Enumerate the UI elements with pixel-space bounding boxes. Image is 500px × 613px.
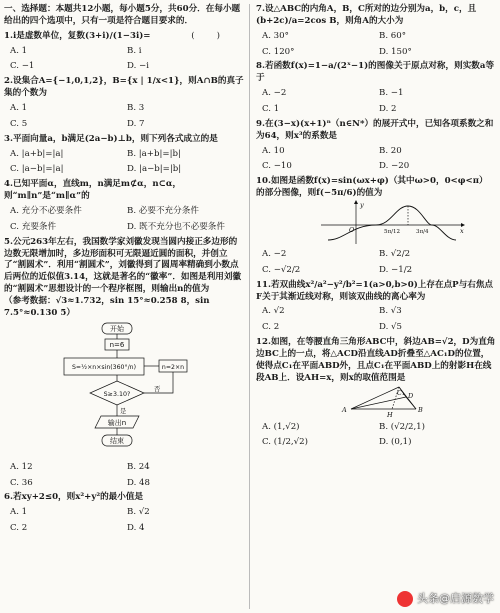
options [4,103,244,131]
question-7 [256,4,496,58]
section-title: 一、选择题：本题共12小题，每小题5分，共60分．在每小题给出的四个选项中，只有一项是符合题目要求的． [4,4,241,26]
right-column [256,4,496,449]
watermark-text: 头条@启源数学 [417,592,494,606]
question-4 [4,179,244,233]
option-d[interactable]: D. 2 [379,104,397,115]
options [4,46,244,74]
question-3 [4,134,244,177]
fold-figure [256,385,492,419]
question-5 [4,237,244,490]
option-c[interactable]: C. −1 [10,61,35,72]
option-b[interactable]: B. √3 [379,306,402,317]
question-11 [256,280,496,334]
option-d[interactable]: D. (0,1) [379,437,412,448]
option-c[interactable]: C. 5 [10,118,28,129]
option-b[interactable]: B. |a+b|=|b| [127,148,181,159]
flow-init-label: n=6 [109,340,125,349]
question-text: 6.若xy+2≤0，则x²+y²的最小值是 [4,492,144,503]
y-axis-label: y [360,201,364,210]
option-c[interactable]: C. 36 [10,477,33,488]
option-a[interactable]: A. 12 [10,461,33,472]
options [256,249,496,277]
question-text: 5.公元263年左右，我国数学家刘徽发现当圆内接正多边形的边数无限增加时，多边形面积可无限逼近圆的面积，并创立了“割圆术”．利用“割圆术”，刘徽得到了圆周率精确到小数点后两位的近似值3.14，这就是著名的“徽率”．如图是利用刘徽的“割圆术”思想设计的一个程序框图，则输出n的值为 [4,236,242,295]
point-a-label: A [342,405,347,414]
question-8 [256,61,496,115]
option-a[interactable]: A. 30° [262,30,289,41]
option-d[interactable]: D. 150° [379,46,412,57]
flow-no-label: 否 [154,385,161,393]
option-b[interactable]: B. 3 [127,103,145,114]
option-b[interactable]: B. 24 [127,461,150,472]
flow-start-label: 开始 [110,324,124,333]
option-d[interactable]: D. |a−b|=|b| [127,164,182,175]
options [4,507,244,535]
flowchart-figure [4,322,240,459]
question-10 [256,176,496,276]
options [256,422,496,450]
option-d[interactable]: D. 48 [127,477,150,488]
question-text: 10.如图是函数f(x)=sin(ωx+φ)（其中ω>0，0<φ<π）的部分图像，则f(−5π/6)的值为 [256,176,488,199]
question-text: 11.若双曲线x²/a²−y²/b²=1(a>0,b>0)上存在点P与右焦点F关于其渐近线对称，则该双曲线的离心率为 [256,279,494,302]
option-c[interactable]: C. 120° [262,46,295,57]
flow-compute-label: S=½×n×sin(360°/n) [71,363,137,371]
flow-yes-label: 是 [120,407,127,415]
question-9 [256,119,496,173]
reference-data: （参考数据：√3≈1.732，sin 15°≈0.258 8，sin 7.5°≈0.130 5） [4,296,210,318]
sine-graph [256,200,492,246]
question-12 [256,337,496,449]
option-d[interactable]: D. −i [127,61,149,72]
option-b[interactable]: B. 20 [379,145,402,156]
tick-5pi-12: 5π/12 [384,229,400,236]
toutiao-logo-icon [397,591,413,607]
option-c[interactable]: C. −10 [262,161,292,172]
question-text: 1.i是虚数单位，复数(3+i)/(1−3i)= [4,30,151,41]
question-text: 3.平面向量a，b满足(2a−b)⊥b，则下列各式成立的是 [4,133,218,144]
option-b[interactable]: B. (√2/2,1) [379,421,425,432]
option-a[interactable]: A. (1,√2) [262,421,300,432]
column-divider [249,4,250,609]
watermark [397,591,494,607]
option-b[interactable]: B. 60° [379,30,407,41]
option-a[interactable]: A. √2 [262,306,285,317]
options [256,88,496,116]
question-6 [4,492,244,535]
option-c[interactable]: C. 1 [262,104,280,115]
options [4,206,244,234]
option-a[interactable]: A. 充分不必要条件 [10,206,82,217]
option-c[interactable]: C. |a−b|=|a| [10,164,64,175]
options [256,31,496,59]
option-c[interactable]: C. (1/2,√2) [262,437,308,448]
option-a[interactable]: A. 1 [10,45,28,56]
option-d[interactable]: D. −20 [379,161,410,172]
question-1 [4,31,244,74]
question-text: 4.已知平面α，直线m，n满足m⊄α，n⊂α，则“m∥n”是“m∥α”的 [4,179,182,202]
question-text: 8.若函数f(x)=1−a/(2ˣ−1)的图像关于原点对称，则实数a等于 [256,61,495,84]
left-column [4,4,244,535]
option-b[interactable]: B. √2/2 [379,249,411,260]
question-text: 2.设集合A={−1,0,1,2}，B={x | 1/x<1}，则A∩B的真子集的个数为 [4,76,244,99]
flow-output-label: 输出n [107,418,127,427]
options [256,306,496,334]
question-2 [4,76,244,130]
option-a[interactable]: A. 1 [10,507,28,518]
question-text: 12.如图，在等腰直角三角形ABC中，斜边AB=√2，D为直角边BC上的一点，将△ACD沿直线AD折叠至△AC₁D的位置，使得点C₁在平面ABD外，且点C₁在平面ABD上的射影H在线段AB上．设AH=x，则x的取值范围是 [256,337,496,383]
x-axis-label: x [460,227,464,236]
option-a[interactable]: A. |a+b|=|a| [10,148,64,159]
option-c[interactable]: C. −√2/2 [262,264,301,275]
option-a[interactable]: A. 1 [10,103,28,114]
point-c1-label: C₁ [397,388,405,397]
point-d-label: D [408,391,414,400]
option-b[interactable]: B. i [127,45,142,56]
option-d[interactable]: D. 7 [127,118,145,129]
options [4,462,244,490]
option-c[interactable]: C. 2 [262,322,280,333]
option-d[interactable]: D. 既不充分也不必要条件 [127,221,225,232]
option-a[interactable]: A. 10 [262,145,285,156]
option-c[interactable]: C. 2 [10,523,28,534]
question-text: 9.在(3−x)(x+1)ⁿ（n∈N*）的展开式中，已知各项系数之和为64，则x³的系数是 [256,118,494,141]
point-h-label: H [387,410,393,419]
option-a[interactable]: A. −2 [262,88,287,99]
option-c[interactable]: C. 充要条件 [10,221,57,232]
option-b[interactable]: B. 必要不充分条件 [127,206,199,217]
point-b-label: B [418,405,423,414]
option-b[interactable]: B. √2 [127,507,150,518]
tick-3pi-4: 3π/4 [416,229,429,236]
option-d[interactable]: D. 4 [127,523,145,534]
options [256,146,496,174]
flow-decision-label: S≥3.10? [103,390,131,398]
option-a[interactable]: A. −2 [262,249,287,260]
option-d[interactable]: D. √5 [379,322,402,333]
options [4,149,244,177]
origin-label: O [349,226,355,235]
option-d[interactable]: D. −1/2 [379,264,413,275]
flow-update-label: n=2×n [161,363,185,371]
question-text: 7.设△ABC的内角A，B，C所对的边分别为a，b，c，且(b+2c)/a=2cos B，则角A的大小为 [256,4,477,26]
flow-end-label: 结束 [110,436,124,445]
option-b[interactable]: B. −1 [379,88,404,99]
answer-bracket: () [191,30,242,41]
